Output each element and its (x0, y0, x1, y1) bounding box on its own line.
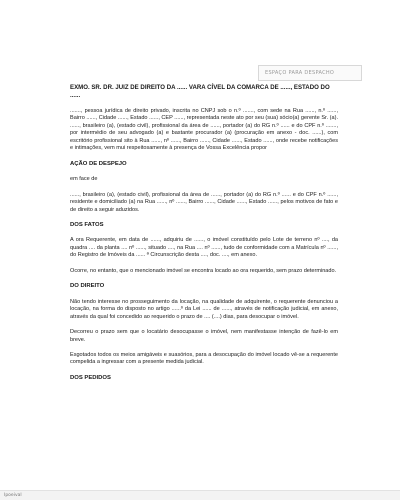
footer-bar (0, 490, 400, 500)
law-paragraph-2: Decorreu o prazo sem que o locatário desocupasse o imóvel, nem manifestasse intenção de fazê-lo em breve. (70, 329, 338, 343)
facts-paragraph-2: Ocorre, no entanto, que o mencionado imóvel se encontra locado ao ora requerido, sem prazo determinado. (70, 267, 337, 274)
intro-paragraph: ......., pessoa jurídica de direito privado, inscrita no CNPJ sob o n.º ......., com sede na Rua ......, n.º ......, Bairro ......, Cidade ......, Estado ......, CEP ......, representada neste ato por seu (sua) sócio(a) gerente Sr. (a). ......, brasileiro (a), (estado civil), profissional da área de ......, portador (a) do RG n.º ...... e do CPF n.º ......., por intermédio de seu advogado (a) e bastante procurador (a) (procuração em anexo - doc. ......), com escritório profissional sito à Rua ......, nº ......, Bairro ......, Cidade ......, Estado ......, onde recebe notificações e intimações, vem mui respeitosamente à presença de Vossa Excelência propor (70, 108, 338, 152)
law-paragraph-3: Esgotados todos os meios amigáveis e suasórios, para a desocupação do imóvel locado vê-se a requerente compelida a ingressar com a presente medida judicial. (70, 351, 338, 366)
dispatch-box: ESPAÇO PARA DESPACHO (258, 65, 362, 81)
document-page (70, 84, 338, 390)
defendant-paragraph: ......, brasileiro (a), (estado civil), profissional da área de ......, portador (a) do RG n.º ...... e do CPF n.º ......, residente e domiciliado (a) na Rua ......, nº ......, Bairro ......, Cidade ......, Estado ......, pelos motivos de fato e de direito a seguir aduzidos. (70, 191, 338, 213)
facts-heading: DOS FATOS (70, 221, 104, 228)
action-title: AÇÃO DE DESPEJO (70, 160, 127, 167)
footer-label: Ipoeival (4, 493, 22, 498)
law-paragraph-1: Não tendo interesse no prosseguimento da locação, na qualidade de adquirente, o requerente denunciou a locação, na forma do disposto no artigo ......º da Lei ...... de ......, através de notificação judicial, em anexo, através da qual foi concedido ao requerido o prazo de .... (....) dias, para desocupar o imóvel. (70, 298, 338, 320)
addressee: EXMO. SR. DR. JUIZ DE DIREITO DA ...... VARA CÍVEL DA COMARCA DE ......, ESTADO DO ...... (70, 84, 330, 99)
requests-heading: DOS PEDIDOS (70, 374, 111, 381)
against-line: em face de (70, 176, 98, 183)
law-heading: DO DIREITO (70, 283, 105, 290)
facts-paragraph-1: A ora Requerente, em data de ......, adquiriu de ......, o imóvel constituído pelo Lote de terreno nº ...., da quadra .... da planta .... nº ......, situado ...., na Rua .... nº ......, tudo de conformidade com a Matrícula nº ......, do Registro de Imóveis da ...... ª Circunscrição desta ...., doc. ...., em anexo. (70, 237, 338, 259)
